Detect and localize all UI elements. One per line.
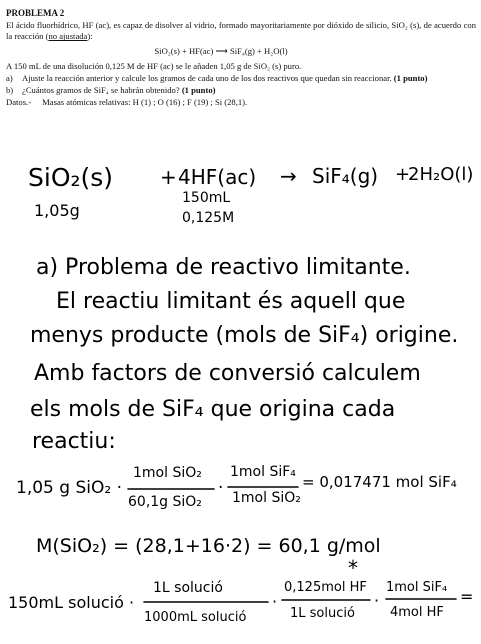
note-line-1: El reactiu limitant és aquell que: [56, 289, 406, 314]
calc2-factor3-denominator: 4mol HF: [390, 605, 444, 620]
calc1-factor2-denominator: 1mol SiO₂: [232, 490, 301, 506]
question-b: [6, 85, 476, 96]
reaction-water: 2H₂O(l): [408, 164, 474, 185]
problem-statement-text: A 150 mL de una disolución 0,125 M de HF (ac) se le añaden 1,05 g de SiO₂ (s) puro.: [6, 60, 302, 71]
reaction-sio2: SiO₂(s): [28, 163, 114, 192]
question-a-points: (1 punto): [393, 73, 428, 84]
molar-mass-sio2: M(SiO₂) = (28,1+16·2) = 60,1 g/mol: [36, 535, 381, 557]
intro-start: El ácido fluorhídrico, HF (ac), es capaz de disolver al vidrio, formado mayoritariamente por dióxido de silicio, SiO₂ (s), de acuerdo con la reacción (: [6, 20, 476, 42]
reaction-plus-1: +: [160, 165, 177, 189]
given-volume-hf: 150mL: [182, 190, 231, 206]
given-concentration-hf: 0,125M: [182, 210, 235, 226]
handwritten-solution: [0, 150, 481, 640]
question-a-text: Ajuste la reacción anterior y calcule los gramos de cada uno de los dos reactivos que quedan sin reaccionar.: [22, 73, 392, 84]
calc1-factor1-numerator: 1mol SiO₂: [133, 465, 202, 481]
reaction-plus-2: +: [395, 164, 411, 185]
problem-intro: [6, 20, 476, 42]
calc2-dot-2: ·: [374, 591, 380, 610]
reaction-sif4: SiF₄(g): [312, 164, 379, 188]
data-label: Datos.-: [6, 97, 32, 108]
data-text: Masas atómicas relativas: H (1) ; O (16) ; F (19) ; Si (28,1).: [42, 97, 248, 108]
intro-end: ):: [87, 31, 93, 42]
calc1-result: = 0,017471 mol SiF₄: [302, 473, 457, 491]
question-b-points: (1 punto): [181, 85, 216, 96]
calc2-factor2-denominator: 1L solució: [290, 606, 355, 621]
calc1-factor1-denominator: 60,1g SiO₂: [128, 494, 202, 510]
calc1-start: 1,05 g SiO₂ ·: [16, 478, 122, 498]
calc2-factor3-numerator: 1mol SiF₄: [386, 580, 448, 595]
calc2-equals: =: [460, 587, 474, 606]
calc2-factor2-numerator: 0,125mol HF: [284, 580, 367, 595]
note-line-2: menys producte (mols de SiF₄) origine.: [30, 323, 459, 348]
calc2-dot-1: ·: [272, 592, 278, 611]
problem-title: PROBLEMA 2: [6, 8, 65, 18]
problem-statement: [6, 8, 476, 109]
calc1-factor2-numerator: 1mol SiF₄: [230, 464, 296, 480]
question-b-text: ¿Cuántos gramos de SiF₄ se habrán obtenido?: [22, 85, 180, 96]
given-mass-sio2: 1,05g: [34, 201, 80, 220]
note-limiting-reagent: a) Problema de reactivo limitante.: [36, 255, 411, 280]
question-a-label: a): [6, 73, 13, 84]
intro-underlined: no ajustada: [48, 31, 88, 42]
calc1-dot: ·: [218, 478, 224, 498]
calc2-start: 150mL solució ·: [8, 593, 135, 612]
data-line: [6, 97, 476, 108]
handwriting-canvas: [0, 150, 481, 640]
question-b-label: b): [6, 85, 14, 96]
calc2-factor1-numerator: 1L solució: [153, 580, 223, 596]
note-line-5: reactiu:: [32, 429, 116, 454]
unbalanced-equation: SiO₂(s) + HF(ac) ⟶ SiF₄(g) + H₂O(l): [154, 45, 288, 56]
reaction-arrow: →: [280, 164, 297, 188]
note-line-4: els mols de SiF₄ que origina cada: [30, 397, 396, 422]
note-line-3: Amb factors de conversió calculem: [34, 361, 421, 386]
question-a: [6, 73, 476, 84]
calc2-star: *: [348, 556, 358, 580]
calc2-factor1-denominator: 1000mL solució: [144, 610, 247, 625]
reaction-hf: 4HF(ac): [178, 165, 257, 189]
